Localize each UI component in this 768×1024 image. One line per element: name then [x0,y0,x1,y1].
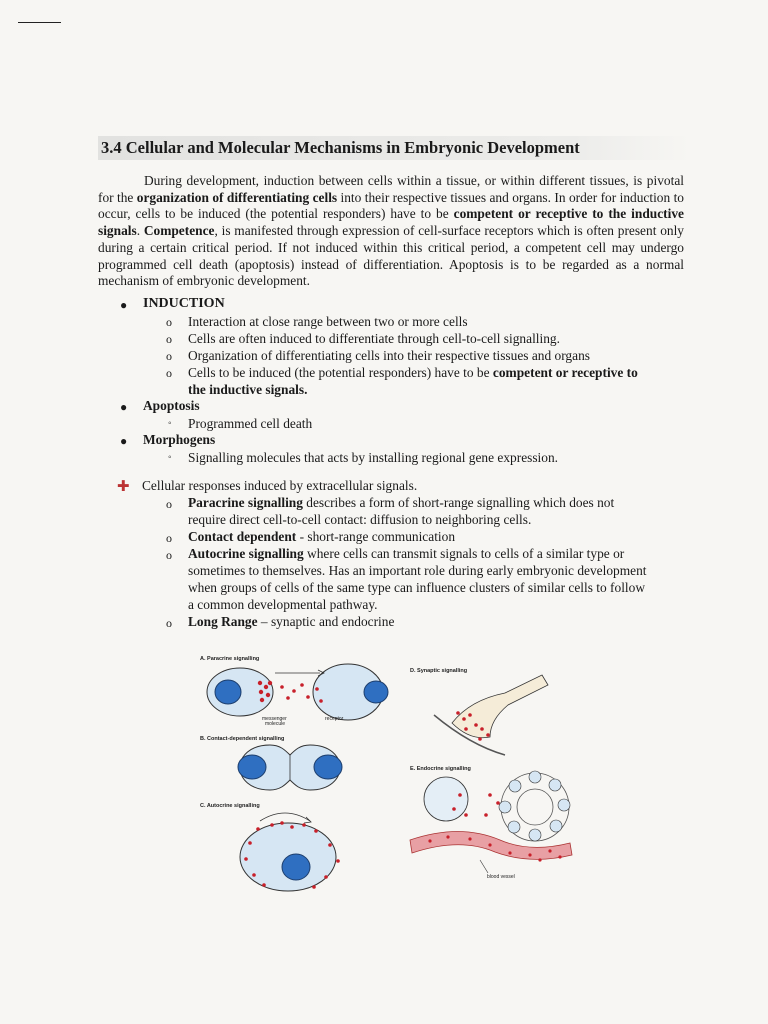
long-range-bold: Long Range [188,614,258,629]
contact-item [188,529,455,546]
contact-diagram [238,745,342,790]
messenger-label: messenger [262,716,287,722]
circle-bullet-icon: o [166,315,172,329]
autocrine-diagram [240,813,340,891]
apoptosis-item: Programmed cell death [188,416,313,431]
bullet-dot-icon: ● [120,298,128,312]
figure-label-a: A. Paracrine signalling [200,656,260,662]
circle-bullet-icon: o [166,531,172,545]
cell-nucleus [314,755,342,779]
intro-paragraph [98,173,684,290]
induction-item: Organization of differentiating cells into their respective tissues and organs [188,348,590,363]
cellular-intro: Cellular responses induced by extracellular signals. [142,478,418,493]
small-bullet-icon: ◦ [168,418,172,429]
figure-label-d: D. Synaptic signalling [410,668,468,674]
cell-nucleus [215,680,241,704]
induction-item-bold: competent or receptive to [492,365,638,380]
autocrine-item-cont: sometimes to themselves. Has an important role during early embryonic development [188,563,647,578]
induction-item: Cells are often induced to differentiate through cell-to-cell signalling. [188,331,560,346]
autocrine-text: where cells can transmit signals to cells of a similar type or [303,546,625,561]
induction-title: INDUCTION [143,296,225,311]
intro-text-4: , is manifested through expression of cell-surface receptors which is often present only during a certain critical period. If not induced within this critical period, a competent cell may undergo programmed cell death (apoptosis) instead of differentiation. Apoptosis is to be regarded as a normal mechanism of embryonic development. [98,223,684,289]
contact-bold: Contact dependent [188,529,297,544]
induction-item-text: Cells to be induced (the potential responders) have to be [188,365,493,380]
scan-corner-mark [18,22,61,23]
receptor-label: receptor [325,716,344,722]
morphogens-item: Signalling molecules that acts by installing regional gene expression. [188,450,559,465]
molecule-label: molecule [265,721,286,727]
bullet-dot-icon: ● [120,434,128,448]
figure-label-e: E. Endocrine signalling [410,766,471,772]
paracrine-item [188,495,614,512]
arrow-bullet-icon: ✚ [117,479,130,495]
intro-bold-2: competent or receptive to the inductive signals [98,206,684,239]
intro-bold-1: organization of differentiating cells [136,189,338,205]
figure-label-c: C. Autocrine signalling [200,803,260,809]
autocrine-item-cont: when groups of cells of the same type can influence clusters of similar cells to follow [188,580,646,595]
paracrine-diagram [207,664,388,727]
label-pointer [480,860,488,873]
signalling-figure [190,645,590,895]
synaptic-diagram [434,675,548,755]
circle-bullet-icon: o [166,497,172,511]
blood-vessel-label: blood vessel [487,874,515,880]
small-bullet-icon: ◦ [168,452,172,463]
cell-nucleus [282,854,310,880]
cell-nucleus [364,681,388,703]
figure-label-b: B. Contact-dependent signalling [200,736,285,742]
contact-text: - short-range communication [296,529,456,544]
endocrine-diagram [410,771,572,880]
intro-bold-3: Competence [143,223,215,239]
apoptosis-title: Apoptosis [143,398,200,413]
gland-cell [424,777,468,821]
gland-acinus [499,771,570,841]
circle-bullet-icon: o [166,332,172,346]
induction-item [188,365,638,382]
morphogens-title: Morphogens [143,432,216,447]
long-range-text: – synaptic and endocrine [257,614,395,629]
intro-text-3: . [136,223,144,239]
induction-item-cont: the inductive signals. [188,382,308,397]
paracrine-text: describes a form of short-range signalling which does not [302,495,615,510]
paracrine-bold: Paracrine signalling [188,495,303,510]
section-heading: 3.4 Cellular and Molecular Mechanisms in Embryonic Development [98,136,690,160]
long-range-item [188,614,394,631]
induction-item: Interaction at close range between two or more cells [188,314,468,329]
cell-nucleus [238,755,266,779]
circle-bullet-icon: o [166,548,172,562]
paracrine-item-cont: require direct cell-to-cell contact: diffusion to neighboring cells. [188,512,532,527]
intro-text-1: During development, induction between cells within a tissue, or within different tissues, is pivotal for the [98,173,684,205]
circle-bullet-icon: o [166,349,172,363]
autocrine-item-cont: a common developmental pathway. [188,597,378,612]
autocrine-item [188,546,624,563]
autocrine-bold: Autocrine signalling [188,546,304,561]
intro-text-2: into their respective tissues and organs. In order for induction to occur, cells to be induced (the potential responders) have to be [98,189,684,222]
signal-arrow [260,813,310,821]
circle-bullet-icon: o [166,616,172,630]
bullet-dot-icon: ● [120,400,128,414]
circle-bullet-icon: o [166,366,172,380]
